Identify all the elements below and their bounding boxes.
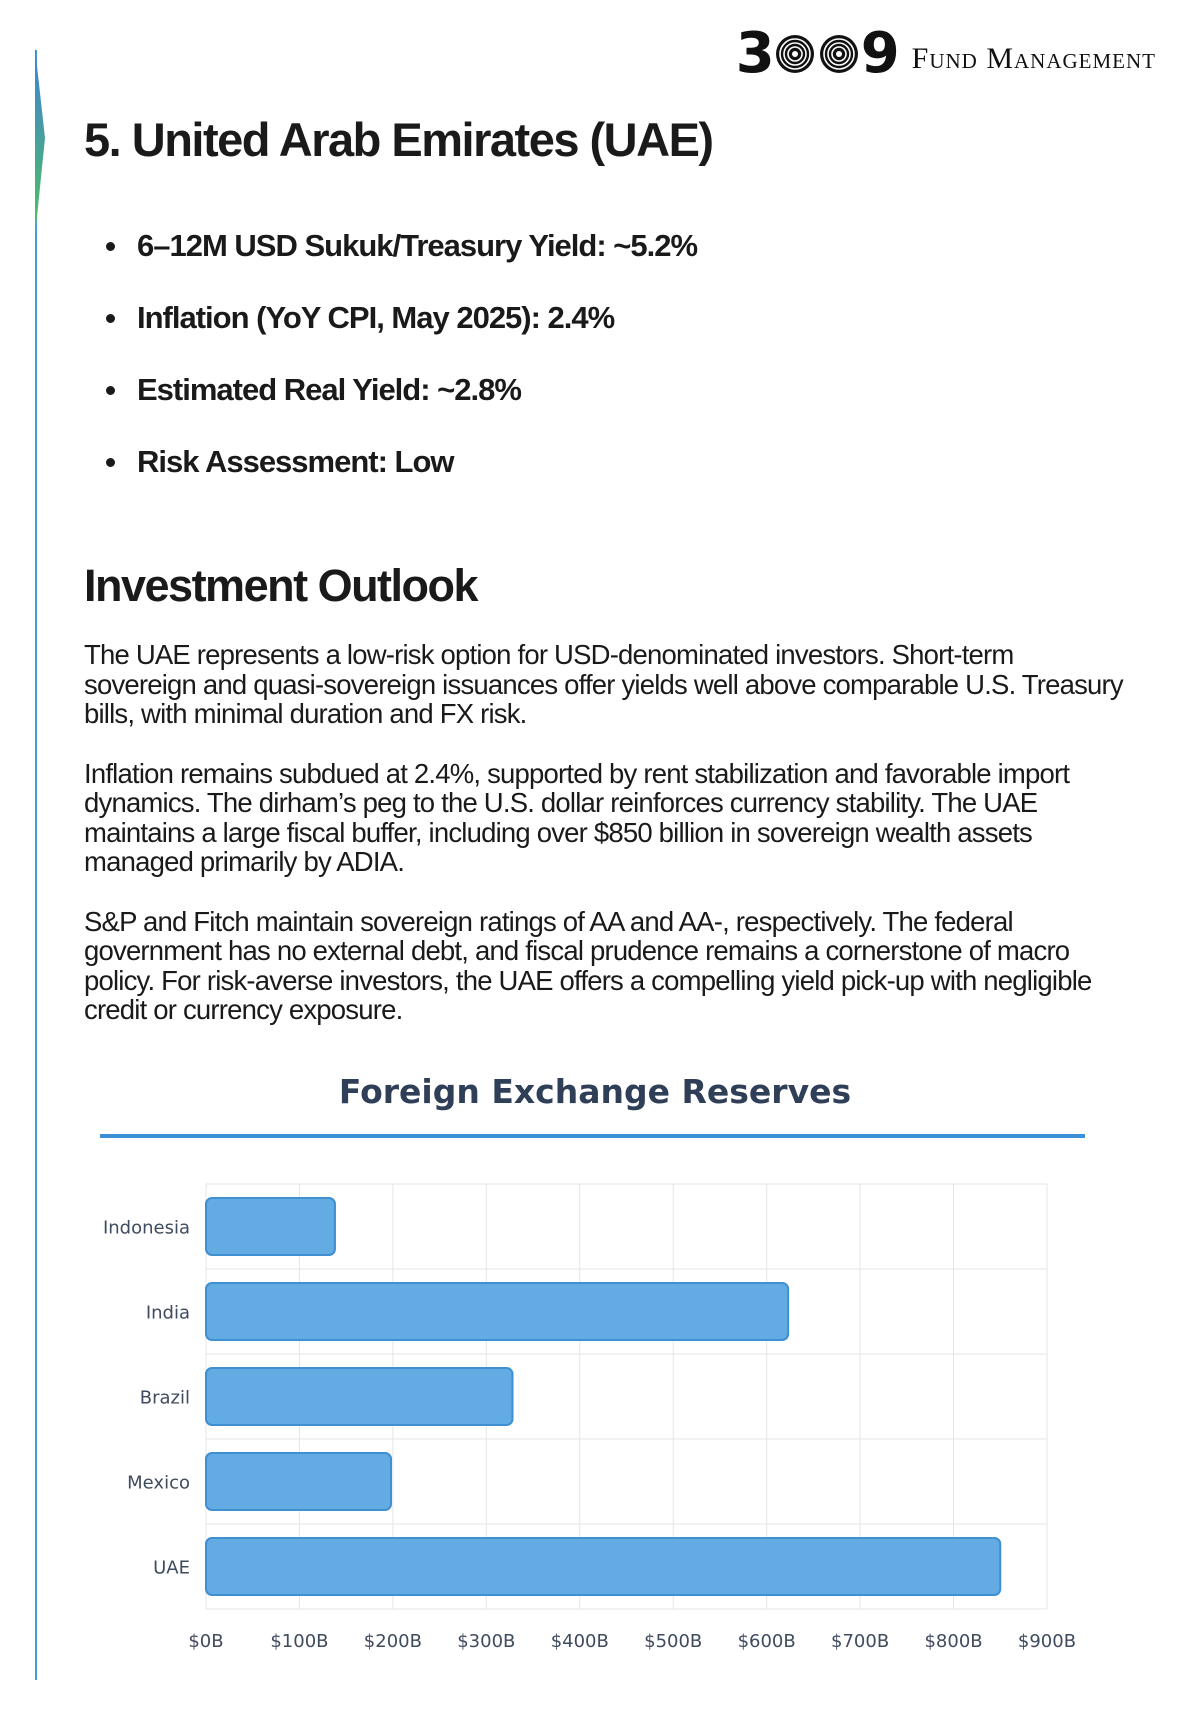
x-tick-label: $900B <box>1017 1631 1077 1652</box>
bar-brazil <box>206 1368 512 1425</box>
x-tick-label: $200B <box>363 1631 422 1652</box>
x-tick-label: $500B <box>644 1631 703 1652</box>
outlook-paragraph: S&P and Fitch maintain sovereign ratings of AA and AA-, respectively. The federal government has no external debt, and fiscal prudence remains a cornerstone of macro policy. For risk-averse investors, the UAE offers a compelling yield pick-up with negligible credit or currency exposure. <box>84 905 1092 1025</box>
metric-risk: Risk Assessment: Low <box>84 442 697 514</box>
x-tick-label: $300B <box>457 1631 516 1652</box>
metric-yield: 6–12M USD Sukuk/Treasury Yield: ~5.2% <box>84 226 697 298</box>
y-category-label: Indonesia <box>102 1217 190 1239</box>
x-tick-label: $700B <box>831 1631 890 1652</box>
logo-digit-last: 9 <box>860 21 898 86</box>
outlook-paragraph: The UAE represents a low-risk option for USD-denominated investors. Short-term sovereign and quasi-sovereign issuances offer yields well above comparable U.S. Treasury bills, with minimal duration and FX risk. <box>84 639 1123 729</box>
bar-uae <box>206 1538 1000 1595</box>
x-tick-label: $800B <box>924 1631 983 1652</box>
outlook-paragraph: Inflation remains subdued at 2.4%, supported by rent stabilization and favorable import dynamics. The dirham’s peg to the U.S. dollar reinforces currency stability. The UAE maintains a large fiscal buffer, including over $850 billion in sovereign wealth assets managed primarily by ADIA. <box>84 757 1070 877</box>
chart-title: Foreign Exchange Reserves <box>338 1072 852 1111</box>
metric-real-yield: Estimated Real Yield: ~2.8% <box>84 370 697 442</box>
section-title-outlook: Investment Outlook <box>84 560 478 611</box>
y-category-label: Brazil <box>139 1387 190 1409</box>
x-tick-label: $600B <box>737 1631 796 1652</box>
logo-digit-first: 3 <box>735 21 773 86</box>
metric-inflation: Inflation (YoY CPI, May 2025): 2.4% <box>84 298 697 370</box>
x-tick-label: $400B <box>550 1631 609 1652</box>
page-title: 5. United Arab Emirates (UAE) <box>84 113 713 166</box>
logo-company-name: Fund Management <box>911 42 1156 75</box>
y-category-label: Mexico <box>127 1472 190 1494</box>
bar-mexico <box>206 1453 391 1510</box>
bar-indonesia <box>206 1198 335 1255</box>
x-tick-label: $100B <box>270 1631 329 1652</box>
bar-india <box>206 1283 788 1340</box>
y-category-label: India <box>145 1302 190 1324</box>
x-tick-label: $0B <box>188 1631 224 1652</box>
y-category-label: UAE <box>153 1557 190 1579</box>
